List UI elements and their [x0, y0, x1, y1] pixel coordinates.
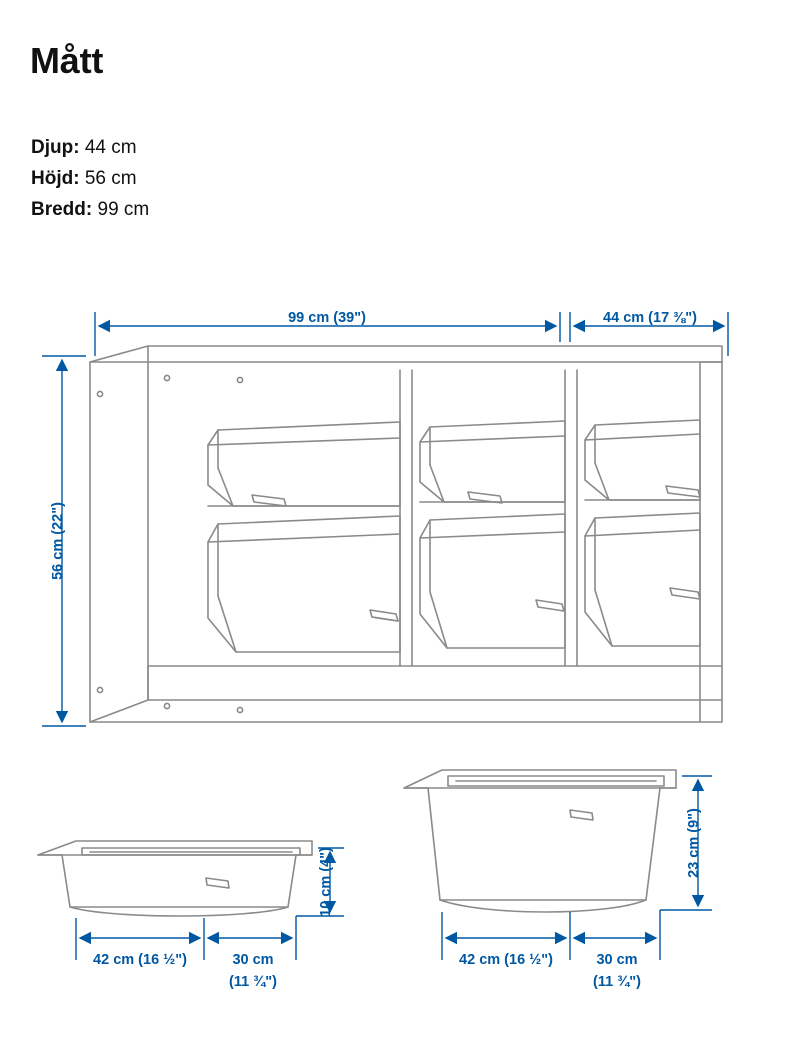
- frame-top-panel: [90, 346, 722, 362]
- dimension-diagram: [0, 270, 798, 1054]
- shallow-box-upper-2: [420, 421, 565, 503]
- deep-box-detail-drawing: [404, 770, 676, 912]
- box-handle: [666, 486, 700, 497]
- box-body: [208, 534, 400, 652]
- screw-hole: [237, 377, 242, 382]
- screw-hole: [97, 687, 102, 692]
- dim-label-large-depth-1: 30 cm: [596, 952, 638, 968]
- spec-label-depth: Djup:: [31, 137, 80, 158]
- spec-row-height: [31, 163, 149, 194]
- box-handle: [670, 588, 700, 599]
- box-corner-edge: [218, 596, 236, 652]
- shallow-box-detail-drawing: [38, 841, 312, 916]
- dim-label-small-width: 42 cm (16 ½"): [93, 952, 187, 968]
- spec-label-width: Bredd:: [31, 199, 93, 220]
- frame-left-side-panel: [90, 346, 148, 722]
- specification-list: [31, 132, 149, 225]
- dim-label-small-depth-1: 30 cm: [232, 952, 274, 968]
- diagram-svg: [0, 270, 798, 1054]
- box-body-bottom: [440, 900, 646, 912]
- box-body-outer: [62, 855, 296, 907]
- box-handle-edge: [372, 617, 398, 621]
- spec-value-depth: 44 cm: [84, 137, 137, 158]
- box-handle: [570, 810, 593, 820]
- box-body-bottom: [70, 907, 288, 916]
- box-body: [585, 530, 700, 646]
- frame-front-face: [90, 362, 722, 722]
- spec-row-width: [31, 194, 149, 225]
- box-body: [208, 438, 400, 506]
- spec-value-width: 99 cm: [97, 199, 150, 220]
- box-body-outer: [428, 788, 660, 900]
- box-lid: [208, 422, 400, 445]
- screw-hole: [164, 375, 169, 380]
- box-corner-edge: [595, 590, 612, 646]
- box-handle: [252, 495, 286, 506]
- dim-label-depth: 44 cm (17 ⅜"): [603, 310, 697, 326]
- dim-label-width: 99 cm (39"): [288, 310, 366, 326]
- dim-label-small-height: 10 cm (4"): [318, 847, 334, 917]
- deep-box-lower-2: [420, 514, 565, 648]
- dim-label-large-depth-2: (11 ¾"): [593, 974, 641, 990]
- box-handle: [206, 878, 229, 888]
- box-lid: [420, 514, 565, 538]
- shallow-box-upper-1: [208, 422, 400, 506]
- spec-label-height: Höjd:: [31, 168, 80, 189]
- deep-box-lower-3: [585, 513, 700, 646]
- box-lid: [420, 421, 565, 442]
- spec-value-height: 56 cm: [84, 168, 137, 189]
- box-lid: [585, 420, 700, 440]
- deep-box-lower-1: [208, 516, 400, 652]
- page-title: Mått: [30, 40, 104, 81]
- box-lid: [585, 513, 700, 536]
- dim-label-large-width: 42 cm (16 ½"): [459, 952, 553, 968]
- screw-hole: [164, 703, 169, 708]
- box-body: [585, 434, 700, 500]
- dim-label-height: 56 cm (22"): [50, 502, 66, 580]
- dim-label-large-height: 23 cm (9"): [686, 808, 702, 878]
- shallow-box-dimension-lines: [76, 848, 344, 960]
- box-lid: [208, 516, 400, 542]
- frame-dimension-lines: [42, 312, 728, 726]
- dim-label-small-depth-2: (11 ¾"): [229, 974, 277, 990]
- screw-hole: [97, 391, 102, 396]
- box-corner-edge: [430, 592, 447, 648]
- spec-row-depth: [31, 132, 149, 163]
- box-handle: [536, 600, 564, 611]
- storage-unit-drawing: [90, 346, 722, 722]
- deep-box-dimension-lines: [442, 776, 712, 960]
- shallow-box-upper-3: [585, 420, 700, 500]
- box-body: [420, 436, 565, 502]
- screw-hole: [237, 707, 242, 712]
